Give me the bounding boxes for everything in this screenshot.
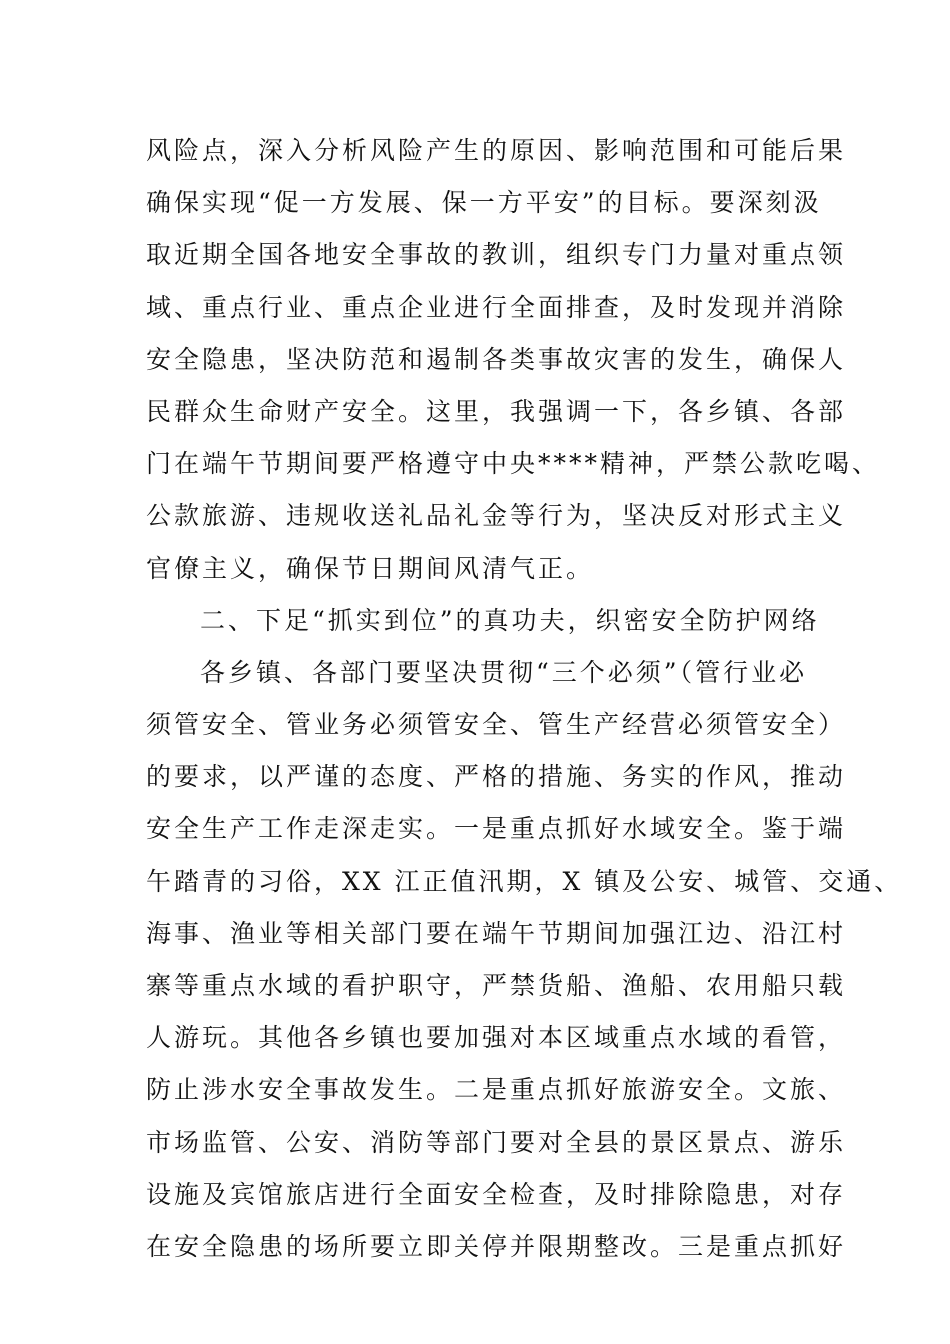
text-line: 民群众生命财产安全。这里，我强调一下，各乡镇、各部 (146, 396, 847, 426)
text-line: 风险点，深入分析风险产生的原因、影响范围和可能后果 (146, 136, 847, 165)
text-line: 海事、渔业等相关部门要在端午节期间加强江边、沿江村 (146, 918, 847, 948)
text-line: 安全生产工作走深走实。一是重点抓好水域安全。鉴于端 (146, 814, 847, 844)
text-line: 安全隐患，坚决防范和遏制各类事故灾害的发生，确保人 (146, 344, 847, 374)
section-heading: 二、下足“抓实到位”的真功夫，织密安全防护网络 (200, 605, 820, 635)
text-line: 市场监管、公安、消防等部门要对全县的景区景点、游乐 (146, 1127, 847, 1157)
text-line: 防止涉水安全事故发生。二是重点抓好旅游安全。文旅、 (146, 1075, 847, 1105)
text-line: 午踏青的习俗，XX 江正值汛期，X 镇及公安、城管、交通、 (146, 866, 903, 896)
text-line: 人游玩。其他各乡镇也要加强对本区域重点水域的看管， (146, 1023, 847, 1053)
text-line: 取近期全国各地安全事故的教训，组织专门力量对重点领 (146, 240, 847, 270)
text-line: 须管安全、管业务必须管安全、管生产经营必须管安全） (146, 710, 847, 740)
paragraph-first-line: 各乡镇、各部门要坚决贯彻“三个必须”（管行业必 (200, 657, 808, 687)
text-line: 的要求，以严谨的态度、严格的措施、务实的作风，推动 (146, 762, 847, 792)
text-line: 官僚主义，确保节日期间风清气正。 (146, 553, 595, 583)
document-body (146, 125, 903, 1273)
text-line: 寨等重点水域的看护职守，严禁货船、渔船、农用船只载 (146, 971, 847, 1000)
text-line: 域、重点行业、重点企业进行全面排查，及时发现并消除 (146, 292, 847, 322)
text-line: 在安全隐患的场所要立即关停并限期整改。三是重点抓好 (146, 1231, 847, 1261)
text-line: 门在端午节期间要严格遵守中央****精神，严禁公款吃喝、 (146, 449, 881, 479)
text-line: 公款旅游、违规收送礼品礼金等行为，坚决反对形式主义 (146, 501, 847, 531)
text-line: 设施及宾馆旅店进行全面安全检查，及时排除隐患，对存 (146, 1179, 847, 1209)
text-line: 确保实现“促一方发展、保一方平安”的目标。要深刻汲 (146, 188, 822, 218)
